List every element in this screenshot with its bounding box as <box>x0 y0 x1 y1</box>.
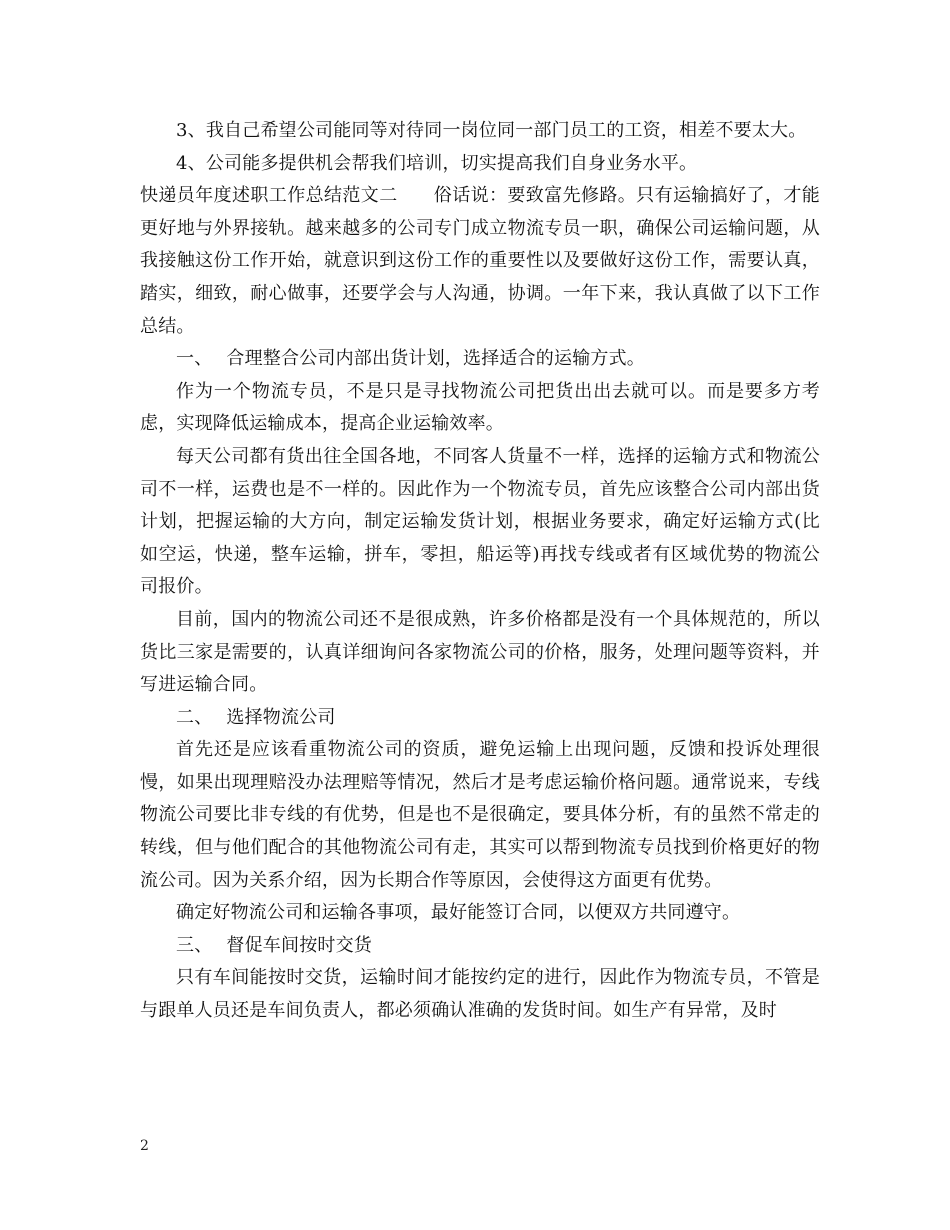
paragraph-text: 只有车间能按时交货，运输时间才能按约定的进行，因此作为物流专员，不管是与跟单人员还是车间负责人，都必须确认准确的发货时间。如生产有异常，及时 <box>140 967 820 1022</box>
paragraph-text: 目前，国内的物流公司还不是很成熟，许多价格都是没有一个具体规范的，所以货比三家是需要的，认真详细询问各家物流公司的价格，服务，处理问题等资料，并写进运输合同。 <box>140 608 820 696</box>
paragraph-body <box>140 734 820 897</box>
paragraph-body <box>140 376 820 441</box>
section-heading-2 <box>140 702 820 735</box>
heading-number: 一、 <box>176 348 213 370</box>
paragraph-intro <box>140 180 820 343</box>
paragraph-text: 确定好物流公司和运输各事项，最好能签订合同，以便双方共同遵守。 <box>176 902 741 924</box>
heading-text: 选择物流公司 <box>226 706 336 728</box>
paragraph-item-3 <box>140 115 820 148</box>
paragraph-body <box>140 897 820 930</box>
paragraph-item-4 <box>140 148 820 181</box>
heading-text: 合理整合公司内部出货计划，选择适合的运输方式。 <box>226 348 646 370</box>
heading-number: 二、 <box>176 706 213 728</box>
heading-text: 督促车间按时交货 <box>226 934 373 956</box>
section-heading-1 <box>140 343 820 376</box>
paragraph-body <box>140 441 820 604</box>
page-number: 2 <box>140 1138 149 1154</box>
paragraph-text: 首先还是应该看重物流公司的资质，避免运输上出现问题，反馈和投诉处理很慢，如果出现理赔没办法理赔等情况，然后才是考虑运输价格问题。通常说来，专线物流公司要比非专线的有优势，但是也不是很确定，要具体分析，有的虽然不常走的转线，但与他们配合的其他物流公司有走，其实可以帮到物流专员找到价格更好的物流公司。因为关系介绍，因为长期合作等原因，会使得这方面更有优势。 <box>140 739 820 891</box>
paragraph-text: 作为一个物流专员，不是只是寻找物流公司把货出出去就可以。而是要多方考虑，实现降低运输成本，提高企业运输效率。 <box>140 380 820 435</box>
heading-number: 三、 <box>176 934 213 956</box>
paragraph-text: 3、我自己希望公司能同等对待同一岗位同一部门员工的工资，相差不要太大。 <box>176 120 807 141</box>
paragraph-text: 俗话说：要致富先修路。只有运输搞好了，才能更好地与外界接轨。越来越多的公司专门成立物流专员一职，确保公司运输问题，从我接触这份工作开始，就意识到这份工作的重要性以及要做好这份工作，需要认真，踏实，细致，耐心做事，还要学会与人沟通，协调。一年下来，我认真做了以下工作总结。 <box>140 185 820 337</box>
section-heading-3 <box>140 930 820 963</box>
paragraph-body <box>140 604 820 702</box>
paragraph-text: 4、公司能多提供机会帮我们培训，切实提高我们自身业务水平。 <box>176 152 698 174</box>
section-title: 快递员年度述职工作总结范文二 <box>140 185 398 207</box>
paragraph-body <box>140 962 820 1027</box>
document-body <box>140 115 820 1028</box>
paragraph-text: 每天公司都有货出往全国各地，不同客人货量不一样，选择的运输方式和物流公司不一样，运费也是不一样的。因此作为一个物流专员，首先应该整合公司内部出货计划，把握运输的大方向，制定运输发货计划，根据业务要求，确定好运输方式(比如空运，快递，整车运输，拼车，零担，船运等)再找专线或者有区域优势的物流公司报价。 <box>140 445 820 598</box>
